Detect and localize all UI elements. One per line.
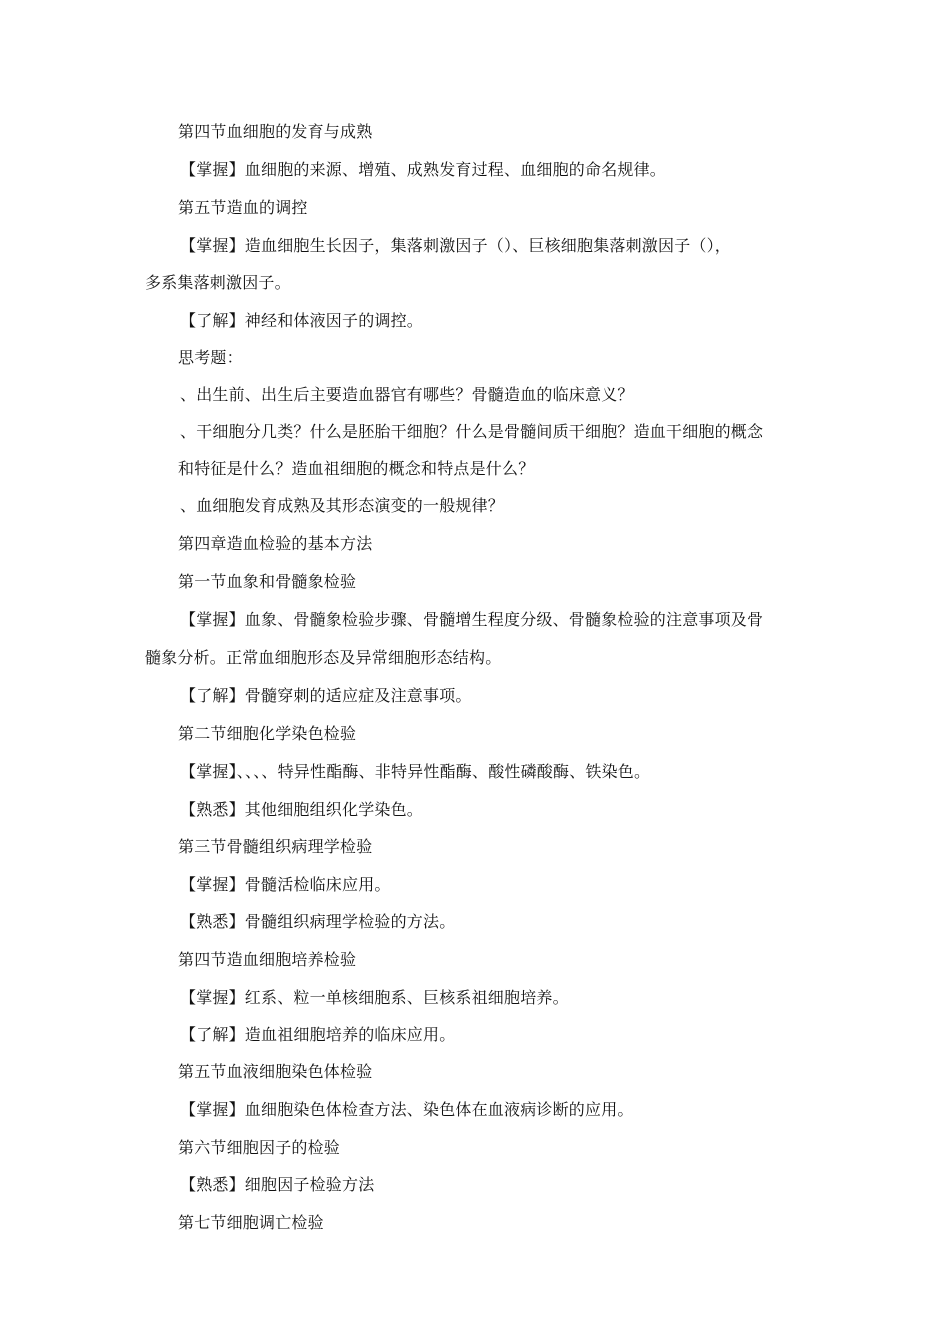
- requirement-understand: 【了解】造血祖细胞培养的临床应用。: [180, 1025, 456, 1044]
- paragraph-continuation: 髓象分析。正常血细胞形态及异常细胞形态结构。: [145, 648, 502, 667]
- requirement-understand: 【了解】神经和体液因子的调控。: [180, 311, 424, 330]
- requirement-master: 【掌握】、、、、特异性酯酶、非特异性酯酶、酸性磷酸酶、铁染色。: [180, 762, 651, 781]
- requirement-familiar: 【熟悉】细胞因子检验方法: [180, 1175, 375, 1194]
- requirement-master: 【掌握】血细胞染色体检查方法、染色体在血液病诊断的应用。: [180, 1100, 634, 1119]
- section-heading: 第四节造血细胞培养检验: [178, 950, 357, 969]
- section-heading: 第一节血象和骨髓象检验: [178, 572, 357, 591]
- requirement-familiar: 【熟悉】骨髓组织病理学检验的方法。: [180, 912, 456, 931]
- question-item: 、干细胞分几类？什么是胚胎干细胞？什么是骨髓间质干细胞？造血干细胞的概念: [180, 422, 764, 441]
- section-heading: 第三节骨髓组织病理学检验: [178, 837, 373, 856]
- chapter-heading: 第四章造血检验的基本方法: [178, 534, 373, 553]
- requirement-understand: 【了解】骨髓穿刺的适应症及注意事项。: [180, 686, 472, 705]
- question-item: 、出生前、出生后主要造血器官有哪些？骨髓造血的临床意义？: [180, 385, 634, 404]
- requirement-master: 【掌握】骨髓活检临床应用。: [180, 875, 391, 894]
- paragraph-continuation: 多系集落刺激因子。: [145, 273, 291, 292]
- section-heading: 第七节细胞调亡检验: [178, 1213, 324, 1232]
- section-heading: 第五节血液细胞染色体检验: [178, 1062, 373, 1081]
- requirement-master: 【掌握】红系、粒一单核细胞系、巨核系祖细胞培养。: [180, 988, 569, 1007]
- requirement-familiar: 【熟悉】其他细胞组织化学染色。: [180, 800, 424, 819]
- section-heading: 第六节细胞因子的检验: [178, 1138, 341, 1157]
- question-item: 、血细胞发育成熟及其形态演变的一般规律？: [180, 496, 505, 515]
- requirement-master: 【掌握】血象、骨髓象检验步骤、骨髓增生程度分级、骨髓象检验的注意事项及骨: [180, 610, 764, 629]
- section-heading: 第五节造血的调控: [178, 198, 308, 217]
- question-continuation: 和特征是什么？造血祖细胞的概念和特点是什么？: [178, 459, 535, 478]
- requirement-master: 【掌握】血细胞的来源、增殖、成熟发育过程、血细胞的命名规律。: [180, 160, 667, 179]
- questions-heading: 思考题：: [178, 348, 243, 367]
- requirement-master: 【掌握】造血细胞生长因子，集落刺激因子（）、巨核细胞集落刺激因子（），: [180, 236, 732, 255]
- section-heading: 第二节细胞化学染色检验: [178, 724, 357, 743]
- section-heading: 第四节血细胞的发育与成熟: [178, 122, 373, 141]
